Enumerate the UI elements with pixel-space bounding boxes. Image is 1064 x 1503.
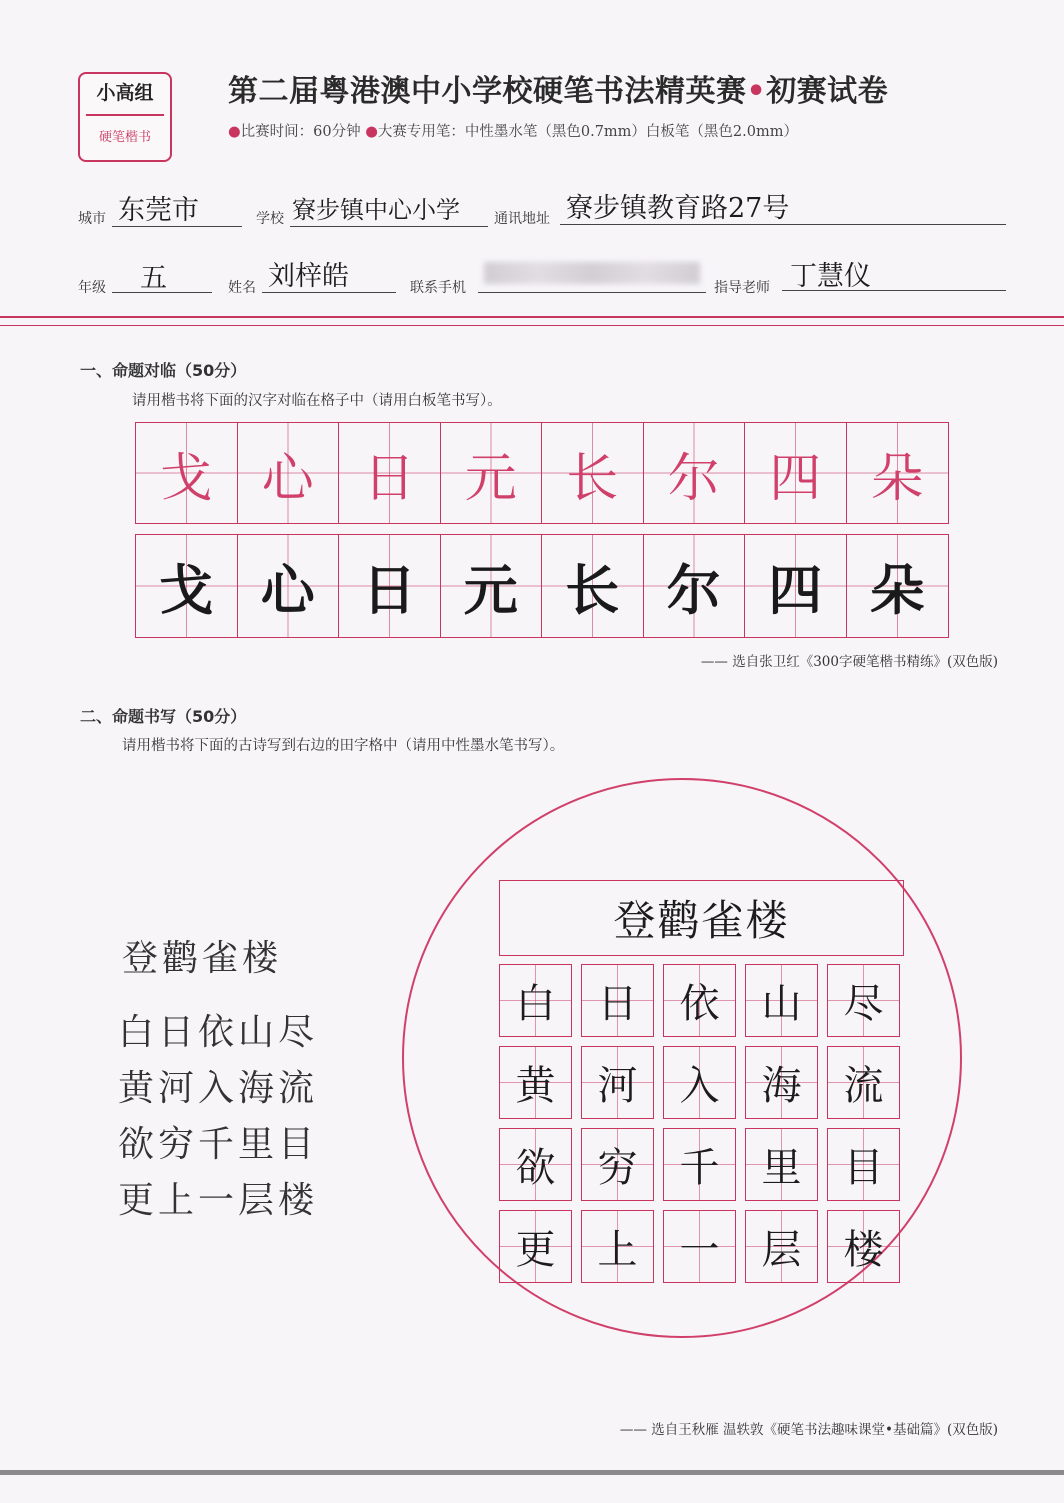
model-char: 戈 [160,448,213,509]
contest-rules [228,120,798,141]
poem-grid-cell[interactable] [745,1046,818,1119]
section2-instruction: 请用楷书将下面的古诗写到右边的田字格中（请用中性墨水笔书写）。 [122,738,565,754]
teacher-label: 指导老师 [714,280,770,296]
model-char: 长 [566,448,619,509]
copy-cell[interactable] [542,535,644,637]
section1-heading: 一、命题对临（50分） [80,361,247,380]
written-char: 白 [515,981,556,1027]
written-char: 日 [597,981,638,1027]
written-char: 欲 [515,1145,556,1191]
written-char: 层 [761,1227,802,1273]
poem-grid-cell[interactable] [827,1210,900,1283]
copy-char: 心 [260,558,315,622]
poem-grid-cell[interactable] [581,1128,654,1201]
grade-value[interactable]: 五 [140,263,167,294]
written-char: 依 [679,981,720,1027]
phone-underline [478,292,706,293]
model-cell [745,423,847,523]
header-rule-thin [0,325,1064,326]
copy-char-row[interactable] [135,534,949,638]
school-value[interactable]: 寮步镇中心小学 [292,196,460,224]
poem-grid-cell[interactable] [827,964,900,1037]
model-cell [644,423,746,523]
section2-source: —— 选自王秋雁 温轶敦《硬笔书法趣味课堂•基础篇》(双色版) [619,1422,998,1438]
copy-cell[interactable] [238,535,340,637]
teacher-value[interactable]: 丁慧仪 [790,261,871,292]
poem-grid-cell[interactable] [827,1128,900,1201]
model-char: 心 [261,448,314,509]
model-char-row [135,422,949,524]
model-char: 尔 [667,448,720,509]
section1-instruction: 请用楷书将下面的汉字对临在格子中（请用白板笔书写）。 [132,393,502,409]
copy-char: 长 [565,558,620,622]
poem-grid-cell[interactable] [663,1128,736,1201]
group-badge [78,72,172,162]
city-value[interactable]: 东莞市 [118,195,199,226]
written-char: 楼 [843,1227,884,1273]
written-char: 山 [761,981,802,1027]
title-tail: 初赛试卷 [766,74,889,109]
model-cell [847,423,949,523]
section2-heading: 二、命题书写（50分） [80,707,247,726]
bullet-icon: ● [365,124,378,140]
copy-char: 尔 [666,558,721,622]
address-value[interactable]: 寮步镇教育路27号 [566,193,790,224]
title-main: 第二届粤港澳中小学校硬笔书法精英赛 [228,74,747,109]
poem-grid-cell[interactable] [663,1210,736,1283]
city-label: 城市 [78,211,106,227]
bullet-icon: ● [228,124,241,140]
copy-cell[interactable] [745,535,847,637]
written-title: 登鹳雀楼 [613,896,790,945]
model-cell [542,423,644,523]
poem-grid-cell[interactable] [745,1128,818,1201]
school-underline [290,226,488,227]
poem-grid-cell[interactable] [499,1046,572,1119]
copy-cell[interactable] [441,535,543,637]
copy-char: 元 [463,558,518,622]
poem-grid-cell[interactable] [499,1128,572,1201]
copy-char: 四 [768,558,823,622]
model-char: 日 [363,448,416,509]
model-cell [238,423,340,523]
poem-line: 更上一层楼 [118,1180,319,1221]
title-dot: • [746,74,767,109]
written-char: 海 [761,1063,802,1109]
poem-title: 登鹳雀楼 [122,938,283,979]
badge-divider [86,114,164,116]
page-title [228,66,888,110]
copy-cell[interactable] [136,535,238,637]
name-label: 姓名 [228,280,256,296]
model-char: 朵 [871,448,924,509]
badge-type-label: 硬笔楷书 [98,130,151,145]
written-char: 尽 [843,981,884,1027]
written-char: 流 [843,1063,884,1109]
poem-grid-cell[interactable] [581,1210,654,1283]
poem-grid-cell[interactable] [499,1210,572,1283]
model-cell [136,423,238,523]
poem-line: 白日依山尽 [118,1012,319,1053]
poem-grid-cell[interactable] [581,964,654,1037]
section1-source: —— 选自张卫红《300字硬笔楷书精练》(双色版) [700,654,998,670]
model-cell [339,423,441,523]
copy-char: 戈 [159,558,214,622]
written-title-box[interactable] [499,880,904,956]
written-char: 穷 [597,1145,638,1191]
model-cell [441,423,543,523]
written-char: 入 [679,1063,720,1109]
grade-label: 年级 [78,280,106,296]
school-label: 学校 [256,211,284,227]
address-label: 通讯地址 [494,211,550,227]
poem-grid-cell[interactable] [745,964,818,1037]
written-char: 千 [679,1145,720,1191]
header-rule-thick [0,316,1064,318]
written-char: 目 [843,1145,884,1191]
written-char: 里 [761,1145,802,1191]
pen-requirement: 大赛专用笔：中性墨水笔（黑色0.7mm）白板笔（黑色2.0mm） [377,124,798,140]
phone-redacted [484,262,700,284]
copy-cell[interactable] [339,535,441,637]
poem-grid-cell[interactable] [499,964,572,1037]
poem-grid-cell[interactable] [581,1046,654,1119]
time-limit: 比赛时间：60分钟 [240,124,361,140]
poem-grid-cell[interactable] [663,964,736,1037]
poem-grid-cell[interactable] [745,1210,818,1283]
copy-char: 日 [362,558,417,622]
written-char: 河 [597,1063,638,1109]
poem-grid-cell[interactable] [827,1046,900,1119]
model-char: 四 [769,448,822,509]
copy-char: 朵 [870,558,925,622]
poem-line: 黄河入海流 [118,1068,319,1109]
written-char: 黄 [515,1063,556,1109]
copy-cell[interactable] [847,535,949,637]
written-char: 更 [515,1227,556,1273]
written-char: 一 [679,1227,720,1273]
phone-label: 联系手机 [410,280,466,296]
page-bottom-bar [0,1470,1064,1475]
poem-line: 欲穷千里目 [118,1124,319,1165]
copy-cell[interactable] [644,535,746,637]
written-char: 上 [597,1227,638,1273]
model-char: 元 [464,448,517,509]
name-value[interactable]: 刘梓皓 [268,261,349,292]
poem-grid-cell[interactable] [663,1046,736,1119]
badge-group-label: 小高组 [96,82,154,104]
